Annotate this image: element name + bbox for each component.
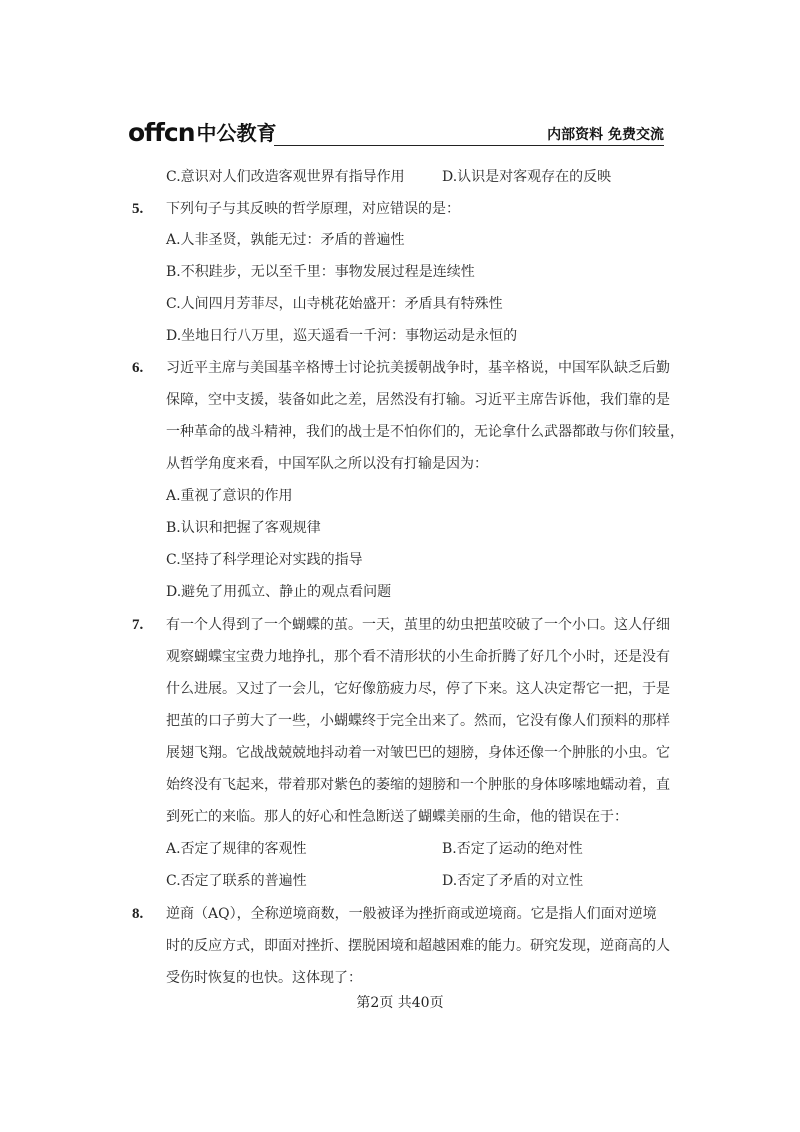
q6-stem-line: 习近平主席与美国基辛格博士讨论抗美援朝战争时，基辛格说，中国军队缺乏后勤 <box>166 360 670 376</box>
q7-option-b: B.否定了运动的绝对性 <box>442 841 583 857</box>
q7-option-d: D.否定了矛盾的对立性 <box>442 873 584 889</box>
offcn-logo <box>128 118 277 148</box>
q7-option-a: A.否定了规律的客观性 <box>166 841 307 857</box>
logo-latin-text: offcn <box>128 118 195 147</box>
q6-option-d: D.避免了用孤立、静止的观点看问题 <box>166 584 392 600</box>
page-header <box>128 118 664 148</box>
q5-number: 5. <box>132 201 144 217</box>
q7-stem-line: 始终没有飞起来，带着那对紫色的萎缩的翅膀和一个肿胀的身体哆嗦地蠕动着，直 <box>166 777 670 793</box>
q7-stem-line: 展翅飞翔。它战战兢兢地抖动着一对皱巴巴的翅膀，身体还像一个肿胀的小虫。它 <box>166 745 670 761</box>
q4-option-c: C.意识对人们改造客观世界有指导作用 <box>166 169 405 185</box>
q6-option-a: A.重视了意识的作用 <box>166 488 293 504</box>
q7-stem-line: 把茧的口子剪大了一些，小蝴蝶终于完全出来了。然而，它没有像人们预料的那样 <box>166 713 670 729</box>
q8-number: 8. <box>132 906 144 922</box>
q8-stem-line: 逆商（AQ），全称逆境商数，一般被译为挫折商或逆境商。它是指人们面对逆境 <box>166 906 657 922</box>
header-note: 内部资料 免费交流 <box>547 127 664 143</box>
q5-option-a: A.人非圣贤，孰能无过：矛盾的普遍性 <box>166 232 405 248</box>
q7-stem-line: 什么进展。又过了一会儿，它好像筋疲力尽，停了下来。这人决定帮它一把，于是 <box>166 681 670 697</box>
header-rule <box>274 145 664 146</box>
q4-option-d: D.认识是对客观存在的反映 <box>442 169 612 185</box>
q7-number: 7. <box>132 617 144 633</box>
q7-option-c: C.否定了联系的普遍性 <box>166 873 307 889</box>
q7-stem-line: 有一个人得到了一个蝴蝶的茧。一天，茧里的幼虫把茧咬破了一个小口。这人仔细 <box>166 617 670 633</box>
logo-chinese-text: 中公教育 <box>196 121 277 145</box>
page-footer: 第2页 共40页 <box>356 995 444 1011</box>
q6-stem-line: 保障，空中支援，装备如此之差，居然没有打输。习近平主席告诉他，我们靠的是 <box>166 392 670 408</box>
q5-option-c: C.人间四月芳菲尽，山寺桃花始盛开：矛盾具有特殊性 <box>166 296 503 312</box>
q5-option-b: B.不积跬步，无以至千里：事物发展过程是连续性 <box>166 264 475 280</box>
q5-stem: 下列句子与其反映的哲学原理，对应错误的是： <box>166 201 460 217</box>
q7-stem-line: 观察蝴蝶宝宝费力地挣扎，那个看不清形状的小生命折腾了好几个小时，还是没有 <box>166 649 670 665</box>
q5-option-d: D.坐地日行八万里，巡天遥看一千河：事物运动是永恒的 <box>166 328 518 344</box>
q6-stem-line: 一种革命的战斗精神，我们的战士是不怕你们的，无论拿什么武器都敢与你们较量， <box>166 424 684 440</box>
q8-stem-line: 受伤时恢复的也快。这体现了： <box>166 970 362 986</box>
q6-option-b: B.认识和把握了客观规律 <box>166 520 321 536</box>
q7-stem-line: 到死亡的来临。那人的好心和性急断送了蝴蝶美丽的生命，他的错误在于： <box>166 809 628 825</box>
q8-stem-line: 时的反应方式，即面对挫折、摆脱困境和超越困难的能力。研究发现，逆商高的人 <box>166 938 670 954</box>
q6-number: 6. <box>132 360 144 376</box>
q6-option-c: C.坚持了科学理论对实践的指导 <box>166 552 363 568</box>
q6-stem-line: 从哲学角度来看，中国军队之所以没有打输是因为： <box>166 456 488 472</box>
